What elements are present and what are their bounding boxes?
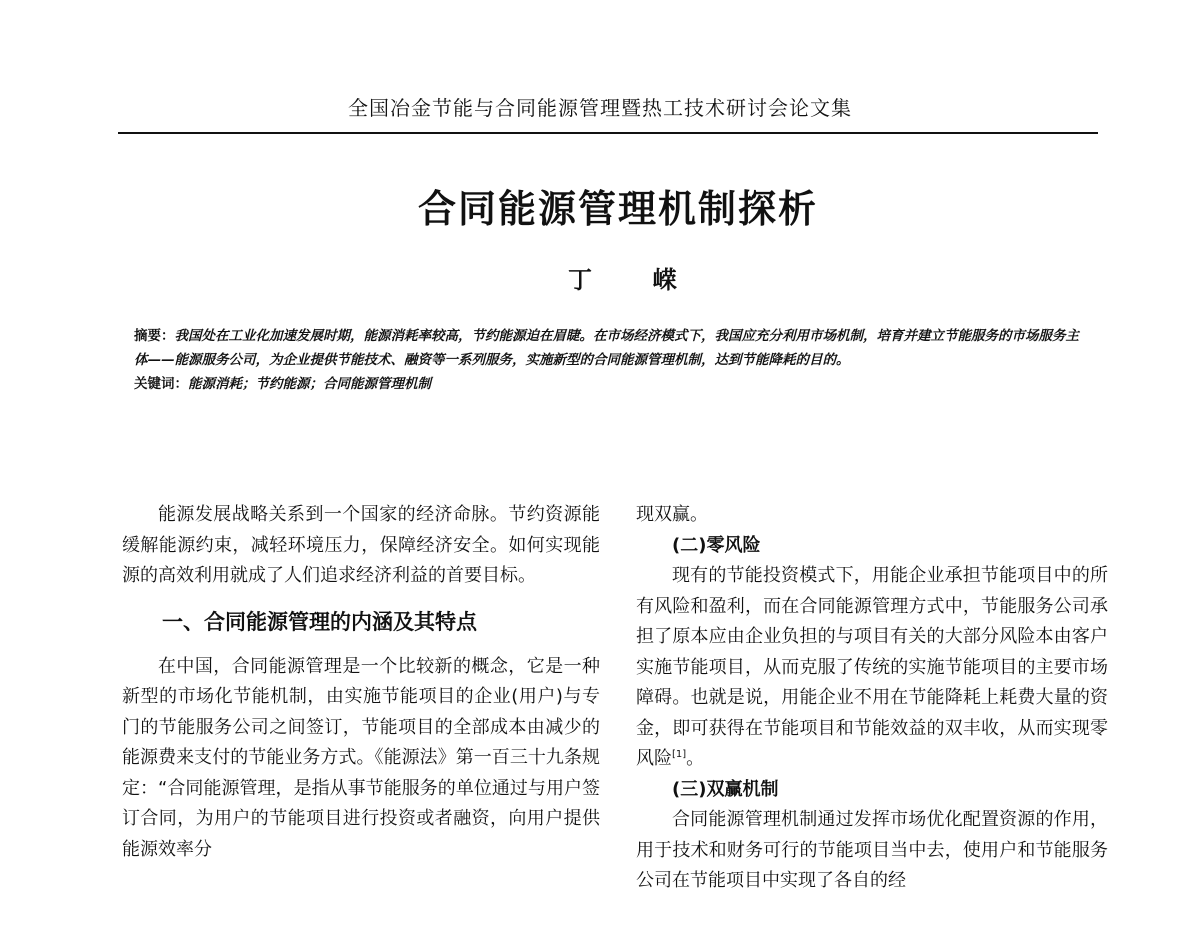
- author-family: 嵘: [652, 266, 677, 294]
- body-column-left: [122, 500, 600, 865]
- abstract-text: 我国处在工业化加速发展时期，能源消耗率较高，节约能源迫在眉睫。在市场经济模式下，我国应充分利用市场机制，培育并建立节能服务的市场服务主体——能源服务公司，为企业提供节能技术、融资等一系列服务，实施新型的合同能源管理机制，达到节能降耗的目的。: [134, 328, 1079, 368]
- keywords-label: 关键词：: [134, 376, 188, 392]
- running-header: 全国冶金节能与合同能源管理暨热工技术研讨会论文集: [348, 96, 852, 120]
- abstract-block: [134, 324, 1080, 396]
- author-name: [568, 260, 677, 295]
- intro-paragraph: 能源发展战略关系到一个国家的经济命脉。节约资源能缓解能源约束，减轻环境压力，保障经济安全。如何实现能源的高效利用就成了人们追求经济利益的首要目标。: [122, 504, 600, 586]
- zero-risk-end: 。: [686, 748, 705, 769]
- subsection-heading-win-win: (三)双赢机制: [672, 778, 779, 800]
- continuation-text: 现双赢。: [636, 504, 708, 525]
- abstract-label: 摘要：: [134, 328, 175, 344]
- keywords-paragraph: [134, 372, 1080, 396]
- body-column-right: [636, 500, 1108, 897]
- zero-risk-text: 现有的节能投资模式下，用能企业承担节能项目中的所有风险和盈利，而在合同能源管理方式中，节能服务公司承担了原本应由企业负担的与项目有关的大部分风险本由客户实施节能项目，从而克服了传统的实施节能项目的主要市场障碍。也就是说，用能企业不用在节能降耗上耗费大量的资金，即可获得在节能项目和节能效益的双丰收，从而实现零风险: [636, 565, 1108, 769]
- paper-title: 合同能源管理机制探析: [417, 187, 818, 231]
- zero-risk-paragraph: [636, 561, 1108, 775]
- body-paragraph: 在中国，合同能源管理是一个比较新的概念，它是一种新型的市场化节能机制，由实施节能项目的企业(用户)与专门的节能服务公司之间签订，节能项目的全部成本由减少的能源费来支付的节能业务方式。《能源法》第一百三十九条规定：“合同能源管理，是指从事节能服务的单位通过与用户签订合同，为用户的节能项目进行投资或者融资，向用户提供能源效率分: [122, 655, 600, 860]
- keywords-text: 能源消耗；节约能源；合同能源管理机制: [188, 376, 431, 392]
- win-win-paragraph: 合同能源管理机制通过发挥市场优化配置资源的作用，用于技术和财务可行的节能项目当中去，使用户和节能服务公司在节能项目中实现了各自的经: [636, 809, 1108, 891]
- author-given: 丁: [568, 266, 592, 294]
- subsection-heading-zero-risk: (二)零风险: [672, 534, 761, 556]
- citation-ref[interactable]: [1]: [672, 749, 687, 760]
- header-rule: [118, 132, 1098, 134]
- abstract-paragraph: [134, 324, 1080, 372]
- section-heading: 一、合同能源管理的内涵及其特点: [162, 609, 477, 634]
